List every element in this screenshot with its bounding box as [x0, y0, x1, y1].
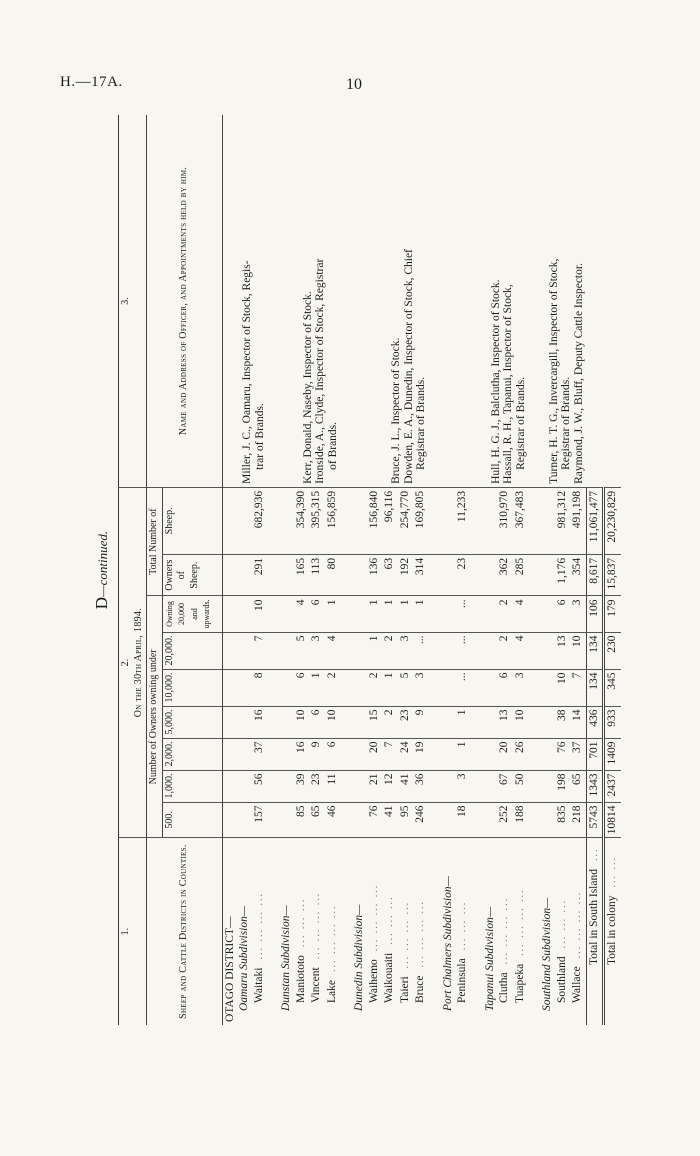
- total-owners-under-1000: 1343: [586, 770, 604, 802]
- total-owners-under-1000: 2437: [604, 770, 621, 802]
- total-row: [604, 115, 621, 1025]
- subdivision-row: [279, 115, 294, 1025]
- officer-line: Ironside, A., Clyde, Inspector of Stock, Registrar: [314, 258, 326, 484]
- total-sheep-sum: 11,061,477: [586, 487, 604, 554]
- owners-under-5000: 10: [513, 706, 529, 738]
- col2-title: On the 30th April, 1894.: [132, 607, 144, 718]
- owners-under-10000: 2: [367, 669, 383, 706]
- total-owners-sum: 15,837: [604, 554, 621, 596]
- total-owners-under-5000: 436: [586, 706, 604, 738]
- total-row: [586, 115, 604, 1025]
- officer-line: Hull, H. G. J., Balclutha, Inspector of Stock.: [489, 279, 502, 484]
- total-sheep: 981,312: [555, 487, 571, 554]
- owners-under-500: 246: [413, 802, 429, 838]
- officer-line: trar of Brands.: [253, 403, 266, 470]
- owners-under-500: 835: [555, 802, 571, 838]
- owners-under-2000: 1: [455, 738, 471, 770]
- owners-under-2000: 7: [382, 738, 398, 770]
- owners-under-2000: 37: [570, 738, 586, 770]
- officer-details: [352, 115, 429, 487]
- owners-under-2000: 24: [398, 738, 414, 770]
- officer-details: [483, 115, 529, 487]
- total-label: [604, 838, 621, 1025]
- table-body: [222, 115, 621, 1025]
- owners-under-1000: 39: [294, 770, 310, 802]
- owners-under-10000: 10: [555, 669, 571, 706]
- total-owners-under-10000: 345: [604, 669, 621, 706]
- owners-under-20000-upwards: 4: [294, 596, 310, 632]
- owners-under-5000: 13: [497, 706, 513, 738]
- county-name: [413, 838, 429, 1025]
- total-label-text: Total in South Island: [587, 869, 600, 965]
- owners-under-20000: ...: [413, 632, 429, 669]
- subdivision-name: Oamaru Subdivision—: [237, 838, 252, 1025]
- officer-line: Registrar of Brands.: [415, 376, 427, 470]
- owners-under-500: 46: [325, 802, 341, 838]
- owners-under-1000: 21: [367, 770, 383, 802]
- subdivision-row: [237, 115, 252, 1025]
- bracket-20000: 20,000.: [162, 632, 222, 669]
- owners-under-20000-upwards: 3: [570, 596, 586, 632]
- page-number: 10: [346, 76, 362, 93]
- total-owners-under-5000: 933: [604, 706, 621, 738]
- leader-dots: ... ... ... ...: [499, 896, 510, 965]
- owners-under-20000-upwards: 6: [555, 596, 571, 632]
- col2-number-text: 2.: [120, 658, 131, 667]
- total-sheep: 96,116: [382, 487, 398, 554]
- sheep-return-table: [118, 115, 621, 1025]
- officer-line: Raymond, J. W., Bluff, Deputy Cattle Inspector.: [572, 263, 585, 484]
- total-owners-under-20000: 230: [604, 632, 621, 669]
- total-owners-under-500: 5743: [586, 802, 604, 838]
- officer-details: [237, 115, 267, 487]
- owners-under-5000: 10: [294, 706, 310, 738]
- owners-under-1000: 67: [497, 770, 513, 802]
- county-name: [513, 838, 529, 1025]
- owners-under-2000: 16: [294, 738, 310, 770]
- owners-under-20000-upwards: 1: [367, 596, 383, 632]
- owners-under-10000: 1: [382, 669, 398, 706]
- officer-details: [279, 115, 340, 487]
- total-sheep: 367,483: [513, 487, 529, 554]
- owners-under-10000: 6: [497, 669, 513, 706]
- subdivision-row: [441, 115, 456, 1025]
- county-label: Waihemo: [367, 959, 380, 1003]
- leader-dots: ... ... ...: [556, 898, 568, 949]
- owners-under-5000: 6: [309, 706, 325, 738]
- leader-dots: ... ...: [607, 856, 618, 888]
- owners-under-10000: 6: [294, 669, 310, 706]
- document-code: H.—17A.: [60, 74, 123, 90]
- subdivision-name: Dunedin Subdivision—: [352, 838, 367, 1025]
- subdivision-row: [352, 115, 367, 1025]
- total-owners-under-10000: 134: [586, 669, 604, 706]
- total-owners: 291: [252, 554, 268, 596]
- leader-dots: ... ... ...: [295, 897, 307, 948]
- owners-under-20000-upwards: 1: [413, 596, 429, 632]
- col1-number: 1.: [119, 838, 147, 1025]
- total-sheep-sum: 20,230,829: [604, 487, 621, 554]
- owners-under-5000: 9: [413, 706, 429, 738]
- total-owners-under-2000: 701: [586, 738, 604, 770]
- owners-under-1000: 12: [382, 770, 398, 802]
- county-label: Waikouaiti: [383, 952, 395, 1003]
- owners-under-20000: 7: [252, 632, 268, 669]
- subdivision-name: Port Chalmers Subdivision—: [441, 838, 456, 1025]
- subdivision-name: Dunstan Subdivision—: [279, 838, 294, 1025]
- county-label: Tuapeka: [513, 963, 526, 1003]
- owners-under-20000: 4: [325, 632, 341, 669]
- subdivision-name: Tapanui Subdivision—: [483, 838, 498, 1025]
- total-sheep: 310,970: [497, 487, 513, 554]
- bracket-500: 500.: [162, 802, 222, 838]
- county-name: [325, 838, 341, 1025]
- leader-dots: ... ... ...: [457, 900, 468, 951]
- owners-under-2000: 20: [367, 738, 383, 770]
- total-owners: 113: [309, 554, 325, 596]
- total-owners: 354: [570, 554, 586, 596]
- leader-dots: ... ... ... ...: [415, 900, 426, 968]
- subdivision-name: Southland Subdivision—: [540, 838, 555, 1025]
- officer-line: Dowden, E. A., Dunedin, Inspector of Stock, Chief: [402, 249, 415, 484]
- owners-under-1000: 198: [555, 770, 571, 802]
- officer-details: [441, 115, 471, 487]
- owners-under-20000: ...: [455, 632, 471, 669]
- owners-under-20000: 3: [398, 632, 414, 669]
- county-name: [455, 838, 471, 1025]
- officer-line: of Brands.: [326, 421, 339, 470]
- owners-under-5000: 16: [252, 706, 268, 738]
- county-name: [382, 838, 398, 1025]
- total-owners: 362: [497, 554, 513, 596]
- owners-under-500: 95: [398, 802, 414, 838]
- owners-under-10000: 8: [252, 669, 268, 706]
- owners-under-20000: 10: [570, 632, 586, 669]
- county-label: Lake: [325, 980, 338, 1003]
- owners-under-500: 65: [309, 802, 325, 838]
- owners-under-20000-upwards: 1: [325, 596, 341, 632]
- owners-of-sheep-header: Owners of Sheep.: [162, 554, 222, 596]
- table-continued: —continued.: [95, 530, 110, 597]
- officer-line: Kerr, Donald, Naseby, Inspector of Stock.: [301, 291, 314, 484]
- owners-under-10000: 7: [570, 669, 586, 706]
- owners-under-5000: 38: [555, 706, 571, 738]
- officer-details: [540, 115, 586, 487]
- total-label-text: Total in colony: [606, 895, 618, 965]
- district-name: OTAGO DISTRICT—: [222, 838, 237, 1025]
- county-label: Taieri: [398, 976, 411, 1003]
- bracket-1000: 1,000.: [162, 770, 222, 802]
- total-owners-sum: 8,617: [586, 554, 604, 596]
- owners-under-20000: 13: [555, 632, 571, 669]
- owners-under-20000: 2: [497, 632, 513, 669]
- officer-line: Hassall, R. H., Tapanui, Inspector of Stock,: [502, 284, 514, 484]
- col3-title: Name and Address of Officer, and Appointments held by him.: [147, 115, 223, 487]
- owners-under-20000-upwards: 10: [252, 596, 268, 632]
- county-label: Maniototo: [294, 955, 307, 1003]
- total-owners: 165: [294, 554, 310, 596]
- bracket-5000: 5,000.: [162, 706, 222, 738]
- total-owners-under-20000-upwards: 179: [604, 596, 621, 632]
- county-name: [555, 838, 571, 1025]
- owners-under-20000: 1: [367, 632, 383, 669]
- total-sheep: 169,805: [413, 487, 429, 554]
- owners-under-5000: 15: [367, 706, 383, 738]
- county-name: [294, 838, 310, 1025]
- spacer-row: [429, 115, 441, 1025]
- owners-under-10000: 3: [413, 669, 429, 706]
- owners-under-500: 252: [497, 802, 513, 838]
- total-owners-under-2000: 1409: [604, 738, 621, 770]
- leader-dots: ... ... ... ...: [326, 904, 338, 973]
- total-owners: 314: [413, 554, 429, 596]
- spacer-row: [471, 115, 483, 1025]
- owners-under-10000: 3: [513, 669, 529, 706]
- county-label: Clutha: [498, 972, 510, 1003]
- owners-under-500: 218: [570, 802, 586, 838]
- total-sheep: 491,198: [570, 487, 586, 554]
- owners-under-10000: 2: [325, 669, 341, 706]
- spacer-row: [267, 115, 279, 1025]
- total-owners: 80: [325, 554, 341, 596]
- owners-under-20000-upwards: 2: [497, 596, 513, 632]
- total-owners: 23: [455, 554, 471, 596]
- leader-dots: ... ... ... ...: [399, 900, 411, 969]
- county-label: Wallace: [571, 966, 583, 1003]
- table-header: [119, 115, 223, 1025]
- total-owners-under-500: 10814: [604, 802, 621, 838]
- owners-under-500: 188: [513, 802, 529, 838]
- col2-number: [119, 487, 147, 837]
- owners-under-2000: 37: [252, 738, 268, 770]
- rotated-table-sheet: [92, 115, 618, 1025]
- county-label: Waitaki: [252, 967, 265, 1003]
- owners-under-2000: 76: [555, 738, 571, 770]
- owners-under-2000: 6: [325, 738, 341, 770]
- owners-under-1000: 23: [309, 770, 325, 802]
- owners-under-1000: 3: [455, 770, 471, 802]
- total-owners-under-20000: 134: [586, 632, 604, 669]
- leader-dots: ... ... ... ...: [514, 888, 526, 956]
- owners-under-1000: 50: [513, 770, 529, 802]
- owners-under-2000: 26: [513, 738, 529, 770]
- owners-under-20000-upwards: 4: [513, 596, 529, 632]
- county-label: Vincent: [310, 967, 322, 1003]
- spacer-row: [528, 115, 540, 1025]
- owners-under-1000: 56: [252, 770, 268, 802]
- owners-under-20000-upwards: 1: [382, 596, 398, 632]
- total-owners: 63: [382, 554, 398, 596]
- sheep-header: Sheep.: [162, 487, 222, 554]
- owners-under-5000: 10: [325, 706, 341, 738]
- spacer-row: [340, 115, 352, 1025]
- leader-dots: ... ... ... ...: [572, 890, 583, 959]
- subdivision-row: [483, 115, 498, 1025]
- total-sheep: 11,233: [455, 487, 471, 554]
- col3-number: 3.: [119, 115, 147, 487]
- owners-under-10000: ...: [455, 669, 471, 706]
- total-owners: 136: [367, 554, 383, 596]
- total-sheep: 682,936: [252, 487, 268, 554]
- owners-under-20000-upwards: ...: [455, 596, 471, 632]
- county-name: [309, 838, 325, 1025]
- county-name: [398, 838, 414, 1025]
- owners-under-500: 41: [382, 802, 398, 838]
- county-name: [367, 838, 383, 1025]
- table-letter: D: [92, 596, 111, 610]
- total-label: [586, 838, 604, 1025]
- owners-under-1000: 11: [325, 770, 341, 802]
- officer-line: Bruce, J. L., Inspector of Stock.: [390, 337, 402, 484]
- table-caption: [92, 115, 116, 1025]
- subdivision-row: [540, 115, 555, 1025]
- officer-line: Registrar of Brands.: [560, 376, 572, 470]
- total-sheep: 254,770: [398, 487, 414, 554]
- owners-under-5000: 14: [570, 706, 586, 738]
- bracket-2000: 2,000.: [162, 738, 222, 770]
- total-owners: 285: [513, 554, 529, 596]
- bracket-10000: 10,000.: [162, 669, 222, 706]
- owners-under-5000: 23: [398, 706, 414, 738]
- bracket-20000-upwards: Owning 20,000 and upwards.: [162, 596, 222, 632]
- owners-under-1000: 41: [398, 770, 414, 802]
- county-name: [497, 838, 513, 1025]
- owners-under-20000-upwards: 6: [309, 596, 325, 632]
- owners-under-20000-upwards: 1: [398, 596, 414, 632]
- owners-under-20000: 4: [513, 632, 529, 669]
- col1-title: Sheep and Cattle Districts in Counties.: [147, 838, 223, 1025]
- total-sheep: 395,315: [309, 487, 325, 554]
- owners-under-10000: 5: [398, 669, 414, 706]
- officer-line: Miller, J. C., Oamaru, Inspector of Stock, Regis-: [241, 260, 253, 484]
- owners-under-header: Number of Owners owning under: [147, 596, 163, 838]
- county-label: Bruce: [414, 975, 426, 1003]
- officer-line: Turner, H. T. G., Invercargill, Inspector of Stock,: [547, 258, 560, 484]
- owners-under-500: 157: [252, 802, 268, 838]
- leader-dots: ...: [588, 847, 600, 862]
- leader-dots: ... ... ... ...: [253, 892, 265, 960]
- total-owners-under-20000-upwards: 106: [586, 596, 604, 632]
- county-name: [252, 838, 268, 1025]
- leader-dots: ... ... ...: [384, 895, 395, 945]
- total-sheep: 156,840: [367, 487, 383, 554]
- leader-dots: ... ... ... ...: [311, 891, 322, 960]
- owners-under-5000: 2: [382, 706, 398, 738]
- owners-under-20000: 5: [294, 632, 310, 669]
- owners-under-2000: 19: [413, 738, 429, 770]
- owners-under-2000: 9: [309, 738, 325, 770]
- total-sheep: 354,390: [294, 487, 310, 554]
- county-label: Southland: [555, 956, 568, 1003]
- owners-under-500: 76: [367, 802, 383, 838]
- total-owners: 1,176: [555, 554, 571, 596]
- owners-under-20000: 2: [382, 632, 398, 669]
- leader-dots: ... ... ... ...: [368, 883, 380, 952]
- owners-under-1000: 36: [413, 770, 429, 802]
- owners-under-10000: 1: [309, 669, 325, 706]
- total-owners: 192: [398, 554, 414, 596]
- owners-under-2000: 20: [497, 738, 513, 770]
- county-name: [570, 838, 586, 1025]
- owners-under-500: 85: [294, 802, 310, 838]
- owners-under-500: 18: [455, 802, 471, 838]
- owners-under-1000: 65: [570, 770, 586, 802]
- officer-line: Registrar of Brands.: [514, 376, 527, 470]
- total-number-header: Total Number of: [147, 487, 163, 596]
- owners-under-5000: 1: [455, 706, 471, 738]
- county-label: Peninsula: [456, 958, 468, 1003]
- owners-under-20000: 3: [309, 632, 325, 669]
- total-sheep: 156,859: [325, 487, 341, 554]
